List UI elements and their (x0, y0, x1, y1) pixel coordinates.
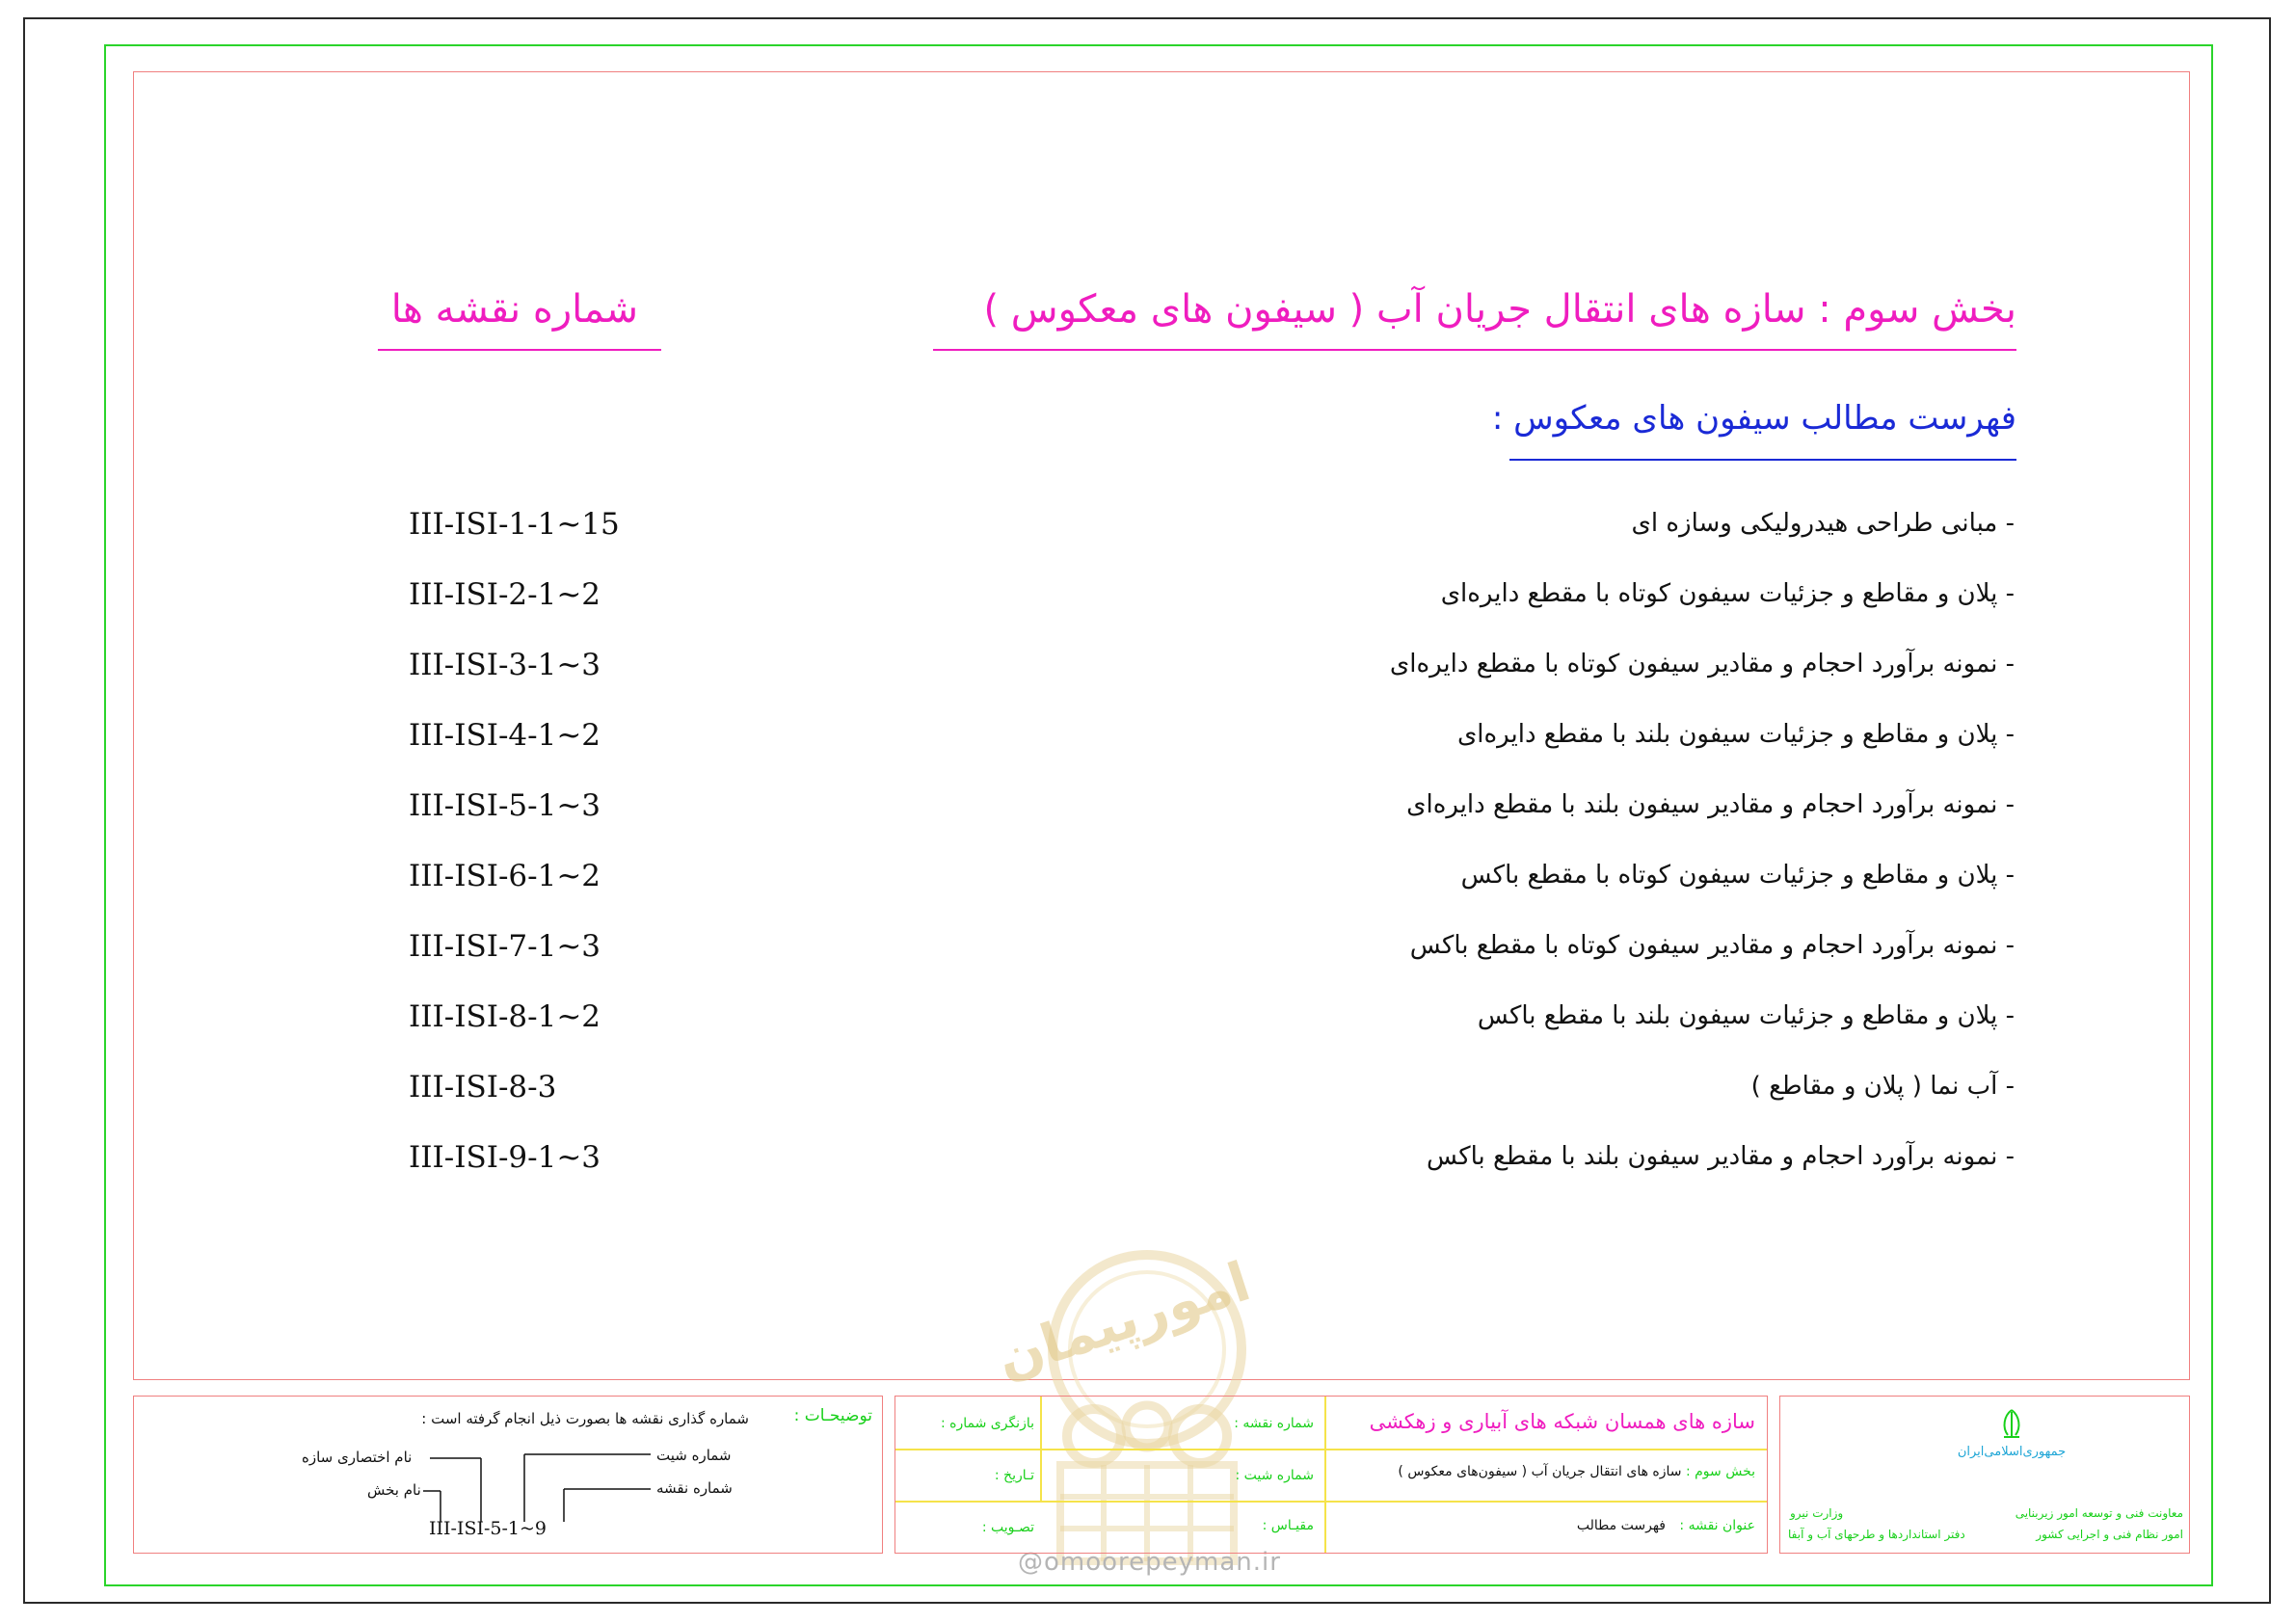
notes-section-name: نام بخش (367, 1481, 421, 1499)
notes-abbr-name: نام اختصاری سازه (302, 1449, 413, 1466)
contents-title-underline (1509, 459, 2016, 461)
sheet-no-label: شماره شیت : (1235, 1468, 1314, 1483)
title-block (894, 1396, 1768, 1554)
title-block-divider (895, 1449, 1324, 1450)
iran-emblem-icon (1994, 1406, 2029, 1441)
section-label: بخش سوم : (1685, 1464, 1755, 1479)
revision-label: بازنگری شماره : (940, 1416, 1034, 1431)
contents-item-title: - پلان و مقاطع و جزئیات سیفون بلند با مقطع باکس (1477, 1001, 2015, 1030)
drawing-numbers-title: شماره نقشه ها (390, 287, 638, 332)
organization-panel (1779, 1396, 2190, 1554)
ministry-name: وزارت نیرو (1790, 1506, 1844, 1520)
office-name: دفتر استانداردها و طرحهای آب و آبفا (1788, 1528, 1965, 1541)
contents-item-title: - پلان و مقاطع و جزئیات سیفون بلند با مقطع دایره‌ای (1456, 720, 2015, 749)
title-block-divider (895, 1501, 1767, 1503)
contents-item-title: - نمونه برآورد احجام و مقادیر سیفون بلند با مقطع باکس (1427, 1142, 2015, 1171)
scale-label: مقیـاس : (1262, 1518, 1314, 1533)
contents-item-title: - مبانی طراحی هیدرولیکی وسازه ای (1631, 509, 2015, 538)
section-title: بخش سوم : سازه های انتقال جریان آب ( سیفون های معکوس ) (983, 287, 2016, 332)
contents-item-code: III-ISI-8-3 (409, 1070, 557, 1104)
drawing-title-row (1577, 1518, 1755, 1533)
affairs-name: امور نظام فنی و اجرایی کشور (2036, 1528, 2183, 1541)
title-block-divider (1040, 1397, 1042, 1501)
approval-label: تصـویب : (981, 1520, 1034, 1535)
contents-item-title: - پلان و مقاطع و جزئیات سیفون کوتاه با مقطع باکس (1460, 861, 2015, 890)
section-row (1398, 1464, 1755, 1479)
contents-item-code: III-ISI-9-1~3 (409, 1140, 601, 1175)
notes-drawing-number: شماره نقشه (656, 1479, 733, 1497)
contents-item-title: - نمونه برآورد احجام و مقادیر سیفون بلند با مقطع دایره‌ای (1406, 790, 2015, 819)
contents-item-title: - نمونه برآورد احجام و مقادیر سیفون کوتاه با مقطع باکس (1409, 931, 2015, 960)
contents-item-title: - آب نما ( پلان و مقاطع ) (1750, 1072, 2015, 1101)
notes-text: شماره گذاری نقشه ها بصورت ذیل انجام گرفته است : (421, 1410, 749, 1427)
deputy-name: معاونت فنی و توسعه امور زیربنایی (2015, 1506, 2183, 1520)
contents-title: فهرست مطالب سیفون های معکوس : (1491, 399, 2016, 438)
contents-item-code: III-ISI-6-1~2 (409, 859, 601, 893)
contents-item-code: III-ISI-7-1~3 (409, 929, 601, 964)
notes-label: توضیحـات : (793, 1406, 872, 1425)
contents-item-code: III-ISI-1-1~15 (409, 507, 620, 542)
contents-item-code: III-ISI-3-1~3 (409, 648, 601, 682)
notes-sheet-number: شماره شیت (656, 1447, 732, 1464)
watermark-url: @omoorepeyman.ir (1018, 1548, 1281, 1577)
notes-panel (133, 1396, 883, 1554)
contents-item-code: III-ISI-5-1~3 (409, 788, 601, 823)
contents-item-code: III-ISI-8-1~2 (409, 999, 601, 1034)
section-title-underline (933, 349, 2016, 351)
notes-example-code: III-ISI-5-1~9 (429, 1518, 547, 1539)
watermark-logo-text: امورپیمان (989, 1250, 1258, 1392)
drawing-numbers-underline (378, 349, 661, 351)
contents-item-title: - نمونه برآورد احجام و مقادیر سیفون کوتاه با مقطع دایره‌ای (1389, 650, 2015, 678)
title-block-divider (1324, 1449, 1767, 1450)
contents-item-title: - پلان و مقاطع و جزئیات سیفون کوتاه با مقطع دایره‌ای (1440, 579, 2015, 608)
section-value: سازه های انتقال جریان آب ( سیفون‌های معکوس ) (1398, 1464, 1682, 1479)
drawing-title-label: عنوان نقشه : (1679, 1518, 1755, 1533)
contents-item-code: III-ISI-4-1~2 (409, 718, 601, 753)
drawing-no-label: شماره نقشه : (1234, 1416, 1314, 1431)
contents-item-code: III-ISI-2-1~2 (409, 577, 601, 612)
country-name: جمهوری‌اسلامی‌ایران (1957, 1445, 2067, 1459)
title-block-divider (1324, 1397, 1326, 1553)
project-title: سازه های همسان شبکه های آبیاری و زهکشی (1369, 1410, 1755, 1433)
drawing-title-value: فهرست مطالب (1576, 1518, 1666, 1533)
date-label: تـاریخ : (994, 1468, 1034, 1483)
